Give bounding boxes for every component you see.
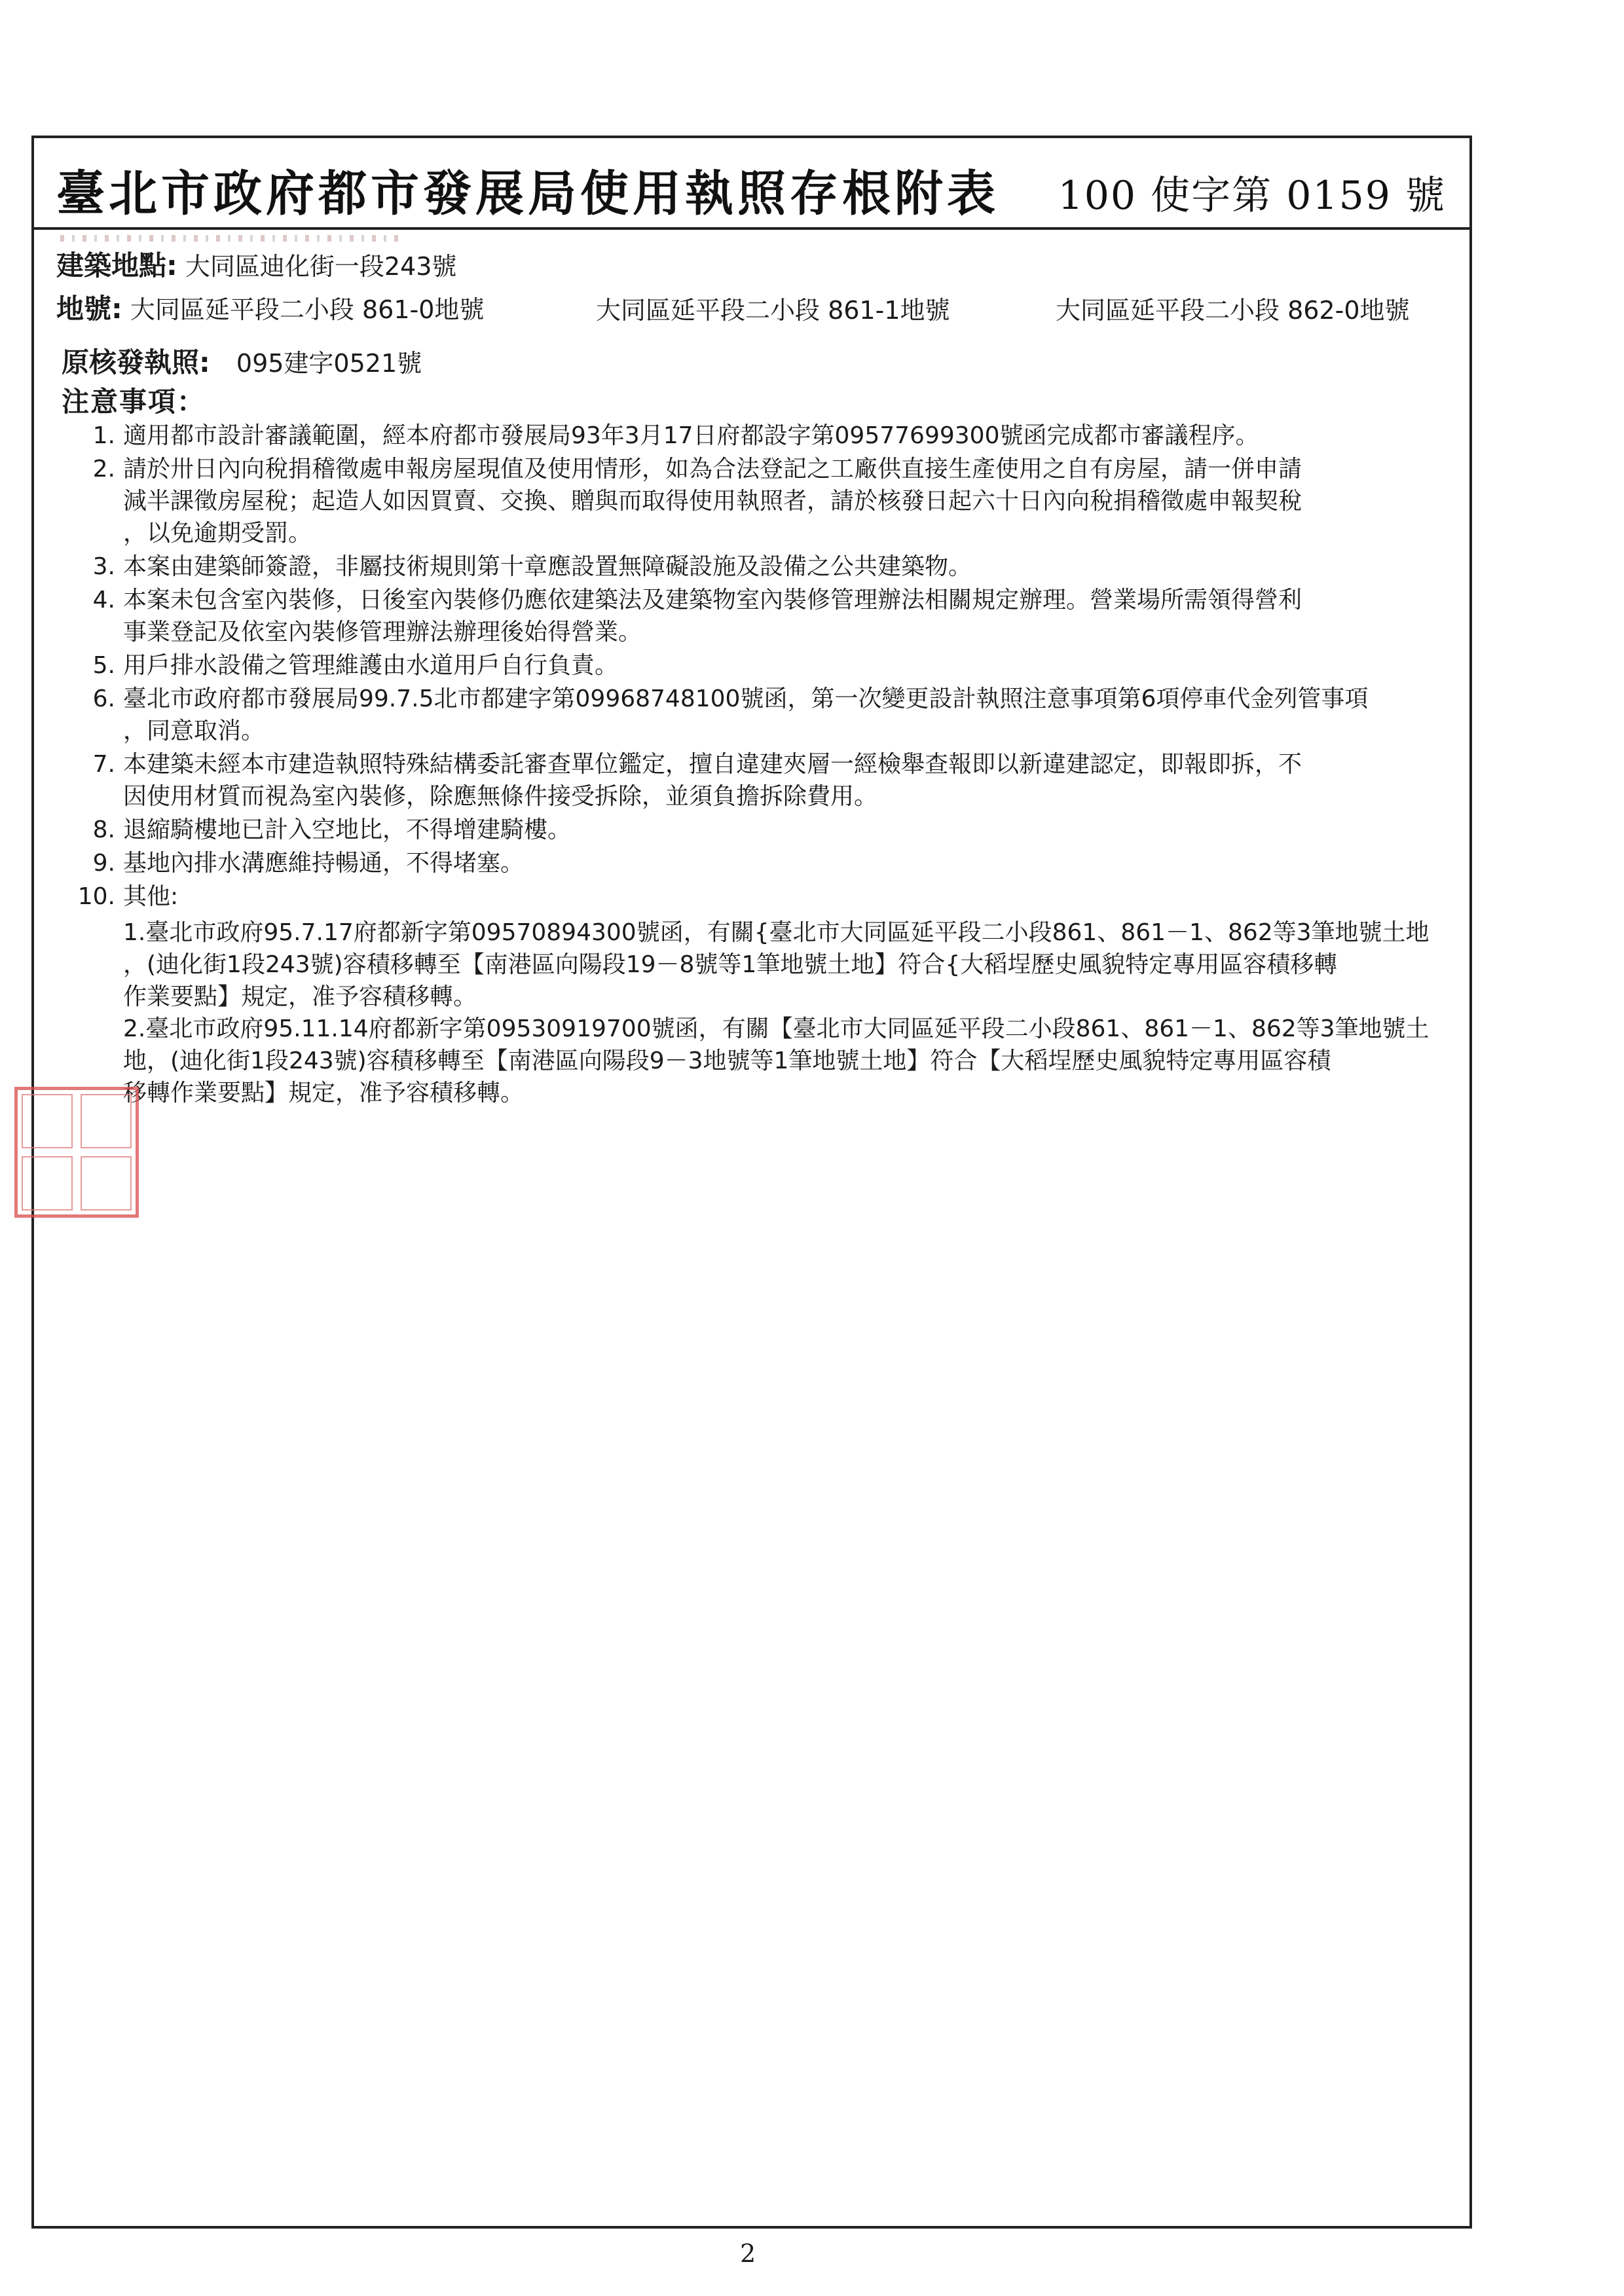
note-number: 2. (92, 456, 115, 483)
note-item (73, 748, 1462, 812)
site-address-label: 建築地點: (56, 249, 177, 282)
note-number: 8. (92, 816, 115, 843)
note-text: 其他: (123, 883, 179, 910)
note-number: 3. (92, 553, 115, 580)
note-text: 本案未包含室內裝修，日後室內裝修仍應依建築法及建築物室內裝修管理辦法相關規定辦理。營業場所需領得營利 事業登記及依室內裝修管理辦法辦理後始得營業。 (123, 587, 1302, 646)
seal-glyph (81, 1156, 132, 1211)
note-item (73, 847, 1462, 879)
seal-glyph (22, 1094, 73, 1148)
note-text: 臺北市政府都市發展局99.7.5北市都建字第09968748100號函，第一次變更設計執照注意事項第6項停車代金列管事項 ，同意取消。 (123, 685, 1369, 744)
page-number: 2 (740, 2239, 756, 2268)
document-title: 臺北市政府都市發展局使用執照存根附表 (56, 166, 999, 222)
note-number: 1. (92, 422, 115, 449)
note-item (73, 649, 1462, 682)
note-number: 6. (92, 685, 115, 712)
note-text: 退縮騎樓地已計入空地比，不得增建騎樓。 (123, 816, 572, 843)
note-number: 10. (77, 883, 115, 910)
note-text: 請於卅日內向稅捐稽徵處申報房屋現值及使用情形，如為合法登記之工廠供直接生產使用之自有房屋，請一併申請 減半課徵房屋稅；起造人如因買賣、交換、贈與而取得使用執照者，請於核發日起六十日內向稅捐稽徵處申報契稅 ，以免逾期受罰。 (123, 456, 1302, 547)
note-text: 本案由建築師簽證，非屬技術規則第十章應設置無障礙設施及設備之公共建築物。 (123, 553, 972, 580)
lot-number-1: 大同區延平段二小段 861-0地號 (130, 295, 485, 324)
header-row (34, 138, 1469, 230)
note-number: 7. (92, 751, 115, 778)
note-text: 基地內排水溝應維持暢通，不得堵塞。 (123, 850, 525, 877)
site-address-value: 大同區迪化街一段243號 (185, 252, 457, 281)
lot-number-label: 地號: (56, 293, 122, 325)
original-permit-value: 095建字0521號 (236, 349, 422, 378)
note-item (73, 683, 1462, 747)
other-item-2: 2.臺北市政府95.11.14府都新字第09530919700號函，有關【臺北市大同區延平段二小段861、861－1、862等3筆地號土 地，(迪化街1段243號)容積移轉至【南港區向陽段9－3地號等1筆地號土地】符合【大稻埕歷史風貌特定專用區容積 移轉作業要點】規定，准予容積移轉。 (123, 1015, 1430, 1106)
lot-number-2: 大同區延平段二小段 861-1地號 (596, 296, 950, 325)
seal-glyph (81, 1094, 132, 1148)
seal-glyph (22, 1156, 73, 1211)
other-item-1: 1.臺北市政府95.7.17府都新字第09570894300號函，有關{臺北市大同區延平段二小段861、861－1、862等3筆地號土地 ，(迪化街1段243號)容積移轉至【南港區向陽段19－8號等1筆地號土地】符合{大稻埕歷史風貌特定專用區容積移轉 作業要點】規定，准予容積移轉。 (123, 919, 1430, 1010)
official-seal-stamp (14, 1087, 139, 1218)
note-item (73, 881, 1462, 913)
lot-number-3: 大同區延平段二小段 862-0地號 (1056, 296, 1410, 325)
note-number: 9. (92, 850, 115, 877)
note-text: 本建築未經本市建造執照特殊結構委託審查單位鑑定，擅自違建夾層一經檢舉查報即以新違建認定，即報即拆，不 因使用材質而視為室內裝修，除應無條件接受拆除，並須負擔拆除費用。 (123, 751, 1302, 810)
note-number: 5. (92, 652, 115, 679)
note-text: 用戶排水設備之管理維護由水道用戶自行負責。 (123, 652, 619, 679)
original-permit-row (62, 341, 422, 380)
site-address-row (56, 244, 456, 283)
note-item (73, 420, 1462, 452)
notes-heading: 注意事項： (62, 386, 206, 418)
notes-list (73, 420, 1462, 1109)
document-frame (31, 136, 1472, 2229)
permit-number: 100 使字第 0159 號 (1058, 173, 1446, 219)
note-text: 適用都市設計審議範圍，經本府都市發展局93年3月17日府都設字第09577699300號函完成都市審議程序。 (123, 422, 1259, 449)
original-permit-label: 原核發執照: (62, 346, 210, 378)
note-item (73, 584, 1462, 648)
note-number: 4. (92, 587, 115, 613)
scan-speckle (60, 235, 401, 242)
note-item (73, 453, 1462, 549)
note-item (73, 814, 1462, 846)
note-item (73, 551, 1462, 583)
lot-number-row (56, 287, 484, 327)
